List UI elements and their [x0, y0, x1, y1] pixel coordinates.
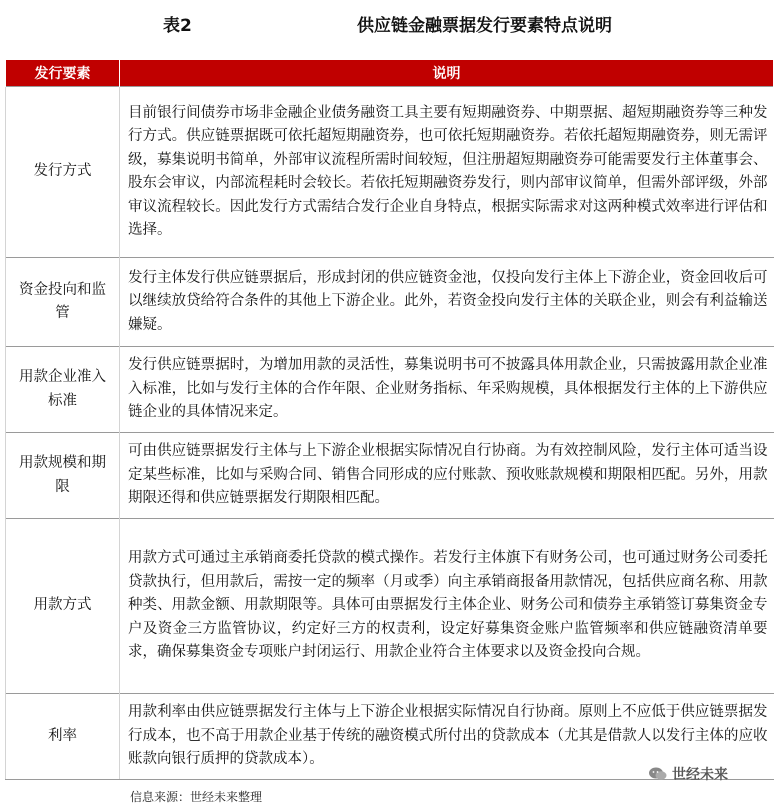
row-description: 用款利率由供应链票据发行主体与上下游企业根据实际情况自行协商。原则上不应低于供应链票据发行成本，也不高于用款企业基于传统的融资模式所付出的贷款成本（尤其是借款人以发行主体的应收账款向银行质押的贷款成本）。 [120, 694, 774, 780]
row-key: 利率 [6, 694, 120, 780]
table-row [6, 347, 774, 433]
row-key: 用款企业准入标准 [6, 347, 120, 433]
watermark-text: 世经未来 [672, 767, 728, 783]
table-row [6, 519, 774, 694]
issuance-elements-table [5, 60, 774, 780]
header-element: 发行要素 [6, 60, 120, 87]
source-note: 信息来源：世经未来整理 [130, 790, 263, 804]
row-description: 用款方式可通过主承销商委托贷款的模式操作。若发行主体旗下有财务公司，也可通过财务公司委托贷款执行，但用款后，需按一定的频率（月或季）向主承销商报备用款情况，包括供应商名称、用款种类、用款金额、用款期限等。具体可由票据发行主体企业、财务公司和债券主承销签订募集资金专户及资金三方监管协议，约定好三方的权责利，设定好募集资金账户监管频率和供应链融资清单要求，确保募集资金专项账户封闭运行、用款企业符合主体要求以及资金投向合规。 [120, 519, 774, 694]
row-key: 发行方式 [6, 87, 120, 258]
row-key: 资金投向和监管 [6, 258, 120, 347]
table-number: 表2 [163, 16, 192, 36]
row-key: 用款方式 [6, 519, 120, 694]
row-description: 目前银行间债券市场非金融企业债务融资工具主要有短期融资券、中期票据、超短期融资券等三种发行方式。供应链票据既可依托超短期融资券，也可依托短期融资券。若依托超短期融资券，则无需评级，募集说明书简单，外部审议流程所需时间较短，但注册超短期融资券可能需要发行主体董事会、股东会审议，内部流程耗时会较长。若依托短期融资券发行，则内部审议简单，但需外部评级，外部审议流程较长。因此发行方式需结合发行企业自身特点，根据实际需求对这两种模式效率进行评估和选择。 [120, 87, 774, 258]
table-caption: 供应链金融票据发行要素特点说明 [357, 16, 612, 36]
header-description: 说明 [120, 60, 774, 87]
row-description: 发行供应链票据时，为增加用款的灵活性，募集说明书可不披露具体用款企业，只需披露用款企业准入标准，比如与发行主体的合作年限、企业财务指标、年采购规模，具体根据发行主体的上下游供应链企业的具体情况来定。 [120, 347, 774, 433]
row-description: 可由供应链票据发行主体与上下游企业根据实际情况自行协商。为有效控制风险，发行主体可适当设定某些标准，比如与采购合同、销售合同形成的应付账款、预收账款规模和期限相匹配。另外，用款期限还得和供应链票据发行期限相匹配。 [120, 433, 774, 519]
table-row [6, 433, 774, 519]
watermark [648, 764, 728, 784]
table-title [0, 0, 779, 46]
table-row [6, 87, 774, 258]
wechat-icon [648, 766, 668, 782]
row-key: 用款规模和期限 [6, 433, 120, 519]
table-header-row [6, 60, 774, 87]
row-description: 发行主体发行供应链票据后，形成封闭的供应链资金池，仅投向发行主体上下游企业，资金回收后可以继续放贷给符合条件的其他上下游企业。此外，若资金投向发行主体的关联企业，则会有利益输送嫌疑。 [120, 258, 774, 347]
table-row [6, 258, 774, 347]
